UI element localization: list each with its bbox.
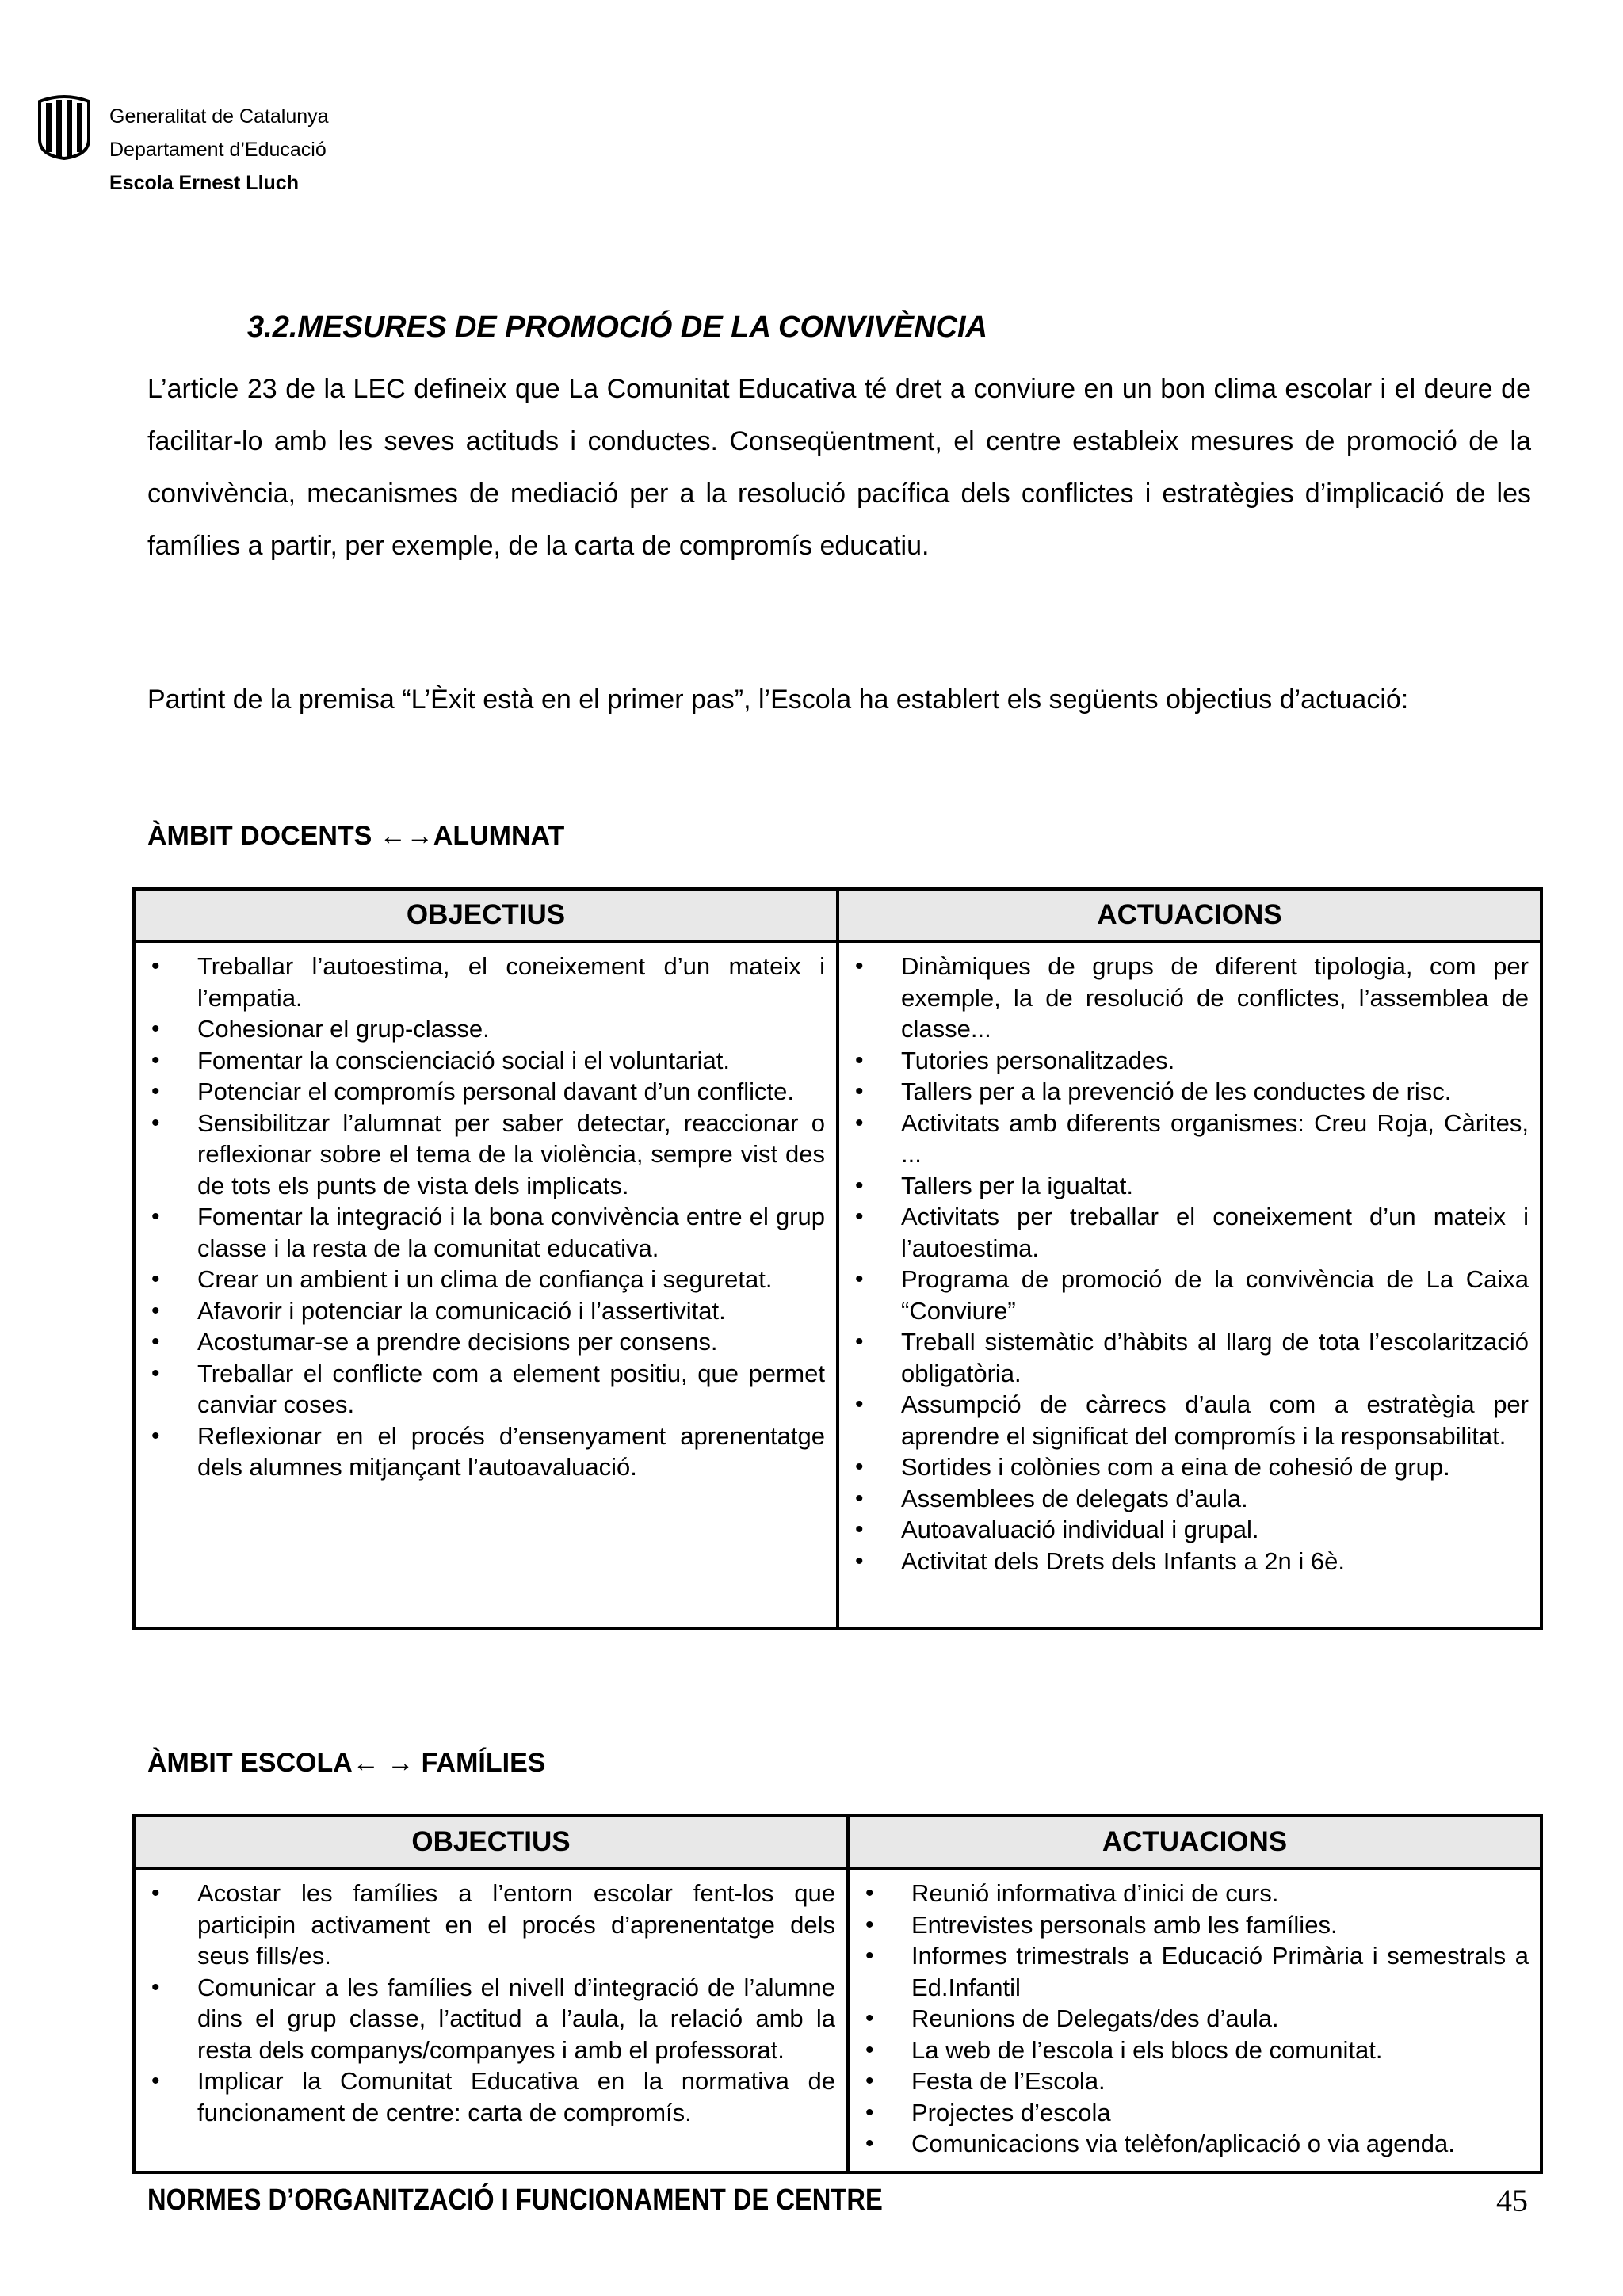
- list-item: • Reflexionar en el procés d’ensenyament aprenentatge dels alumnes mitjançant l’autoavaluació.: [143, 1421, 825, 1483]
- objectius-header: OBJECTIUS: [134, 1816, 848, 1868]
- list-item: • Treball sistemàtic d’hàbits al llarg de tota l’escolarització obligatòria.: [847, 1326, 1529, 1389]
- list-item: • Activitat dels Drets dels Infants a 2n i 6è.: [847, 1546, 1529, 1577]
- section-title: 3.2.MESURES DE PROMOCIÓ DE LA CONVIVÈNCIA: [247, 311, 987, 344]
- list-item: • Assemblees de delegats d’aula.: [847, 1483, 1529, 1515]
- list-item: • Dinàmiques de grups de diferent tipologia, com per exemple, la de resolució de conflictes, l’assemblea de classe...: [847, 951, 1529, 1045]
- list-item: • Reunió informativa d’inici de curs.: [857, 1878, 1529, 1909]
- list-item: • Reunions de Delegats/des d’aula.: [857, 2003, 1529, 2035]
- list-item: • Sensibilitzar l’alumnat per saber detectar, reaccionar o reflexionar sobre el tema de la violència, sempre vist des de tots els punts de vista dels implicats.: [143, 1108, 825, 1202]
- list-item: • Comunicacions via telèfon/aplicació o via agenda.: [857, 2128, 1529, 2160]
- objectius-list: [143, 1878, 835, 2128]
- page-number: 45: [1496, 2183, 1528, 2218]
- list-item: • Afavorir i potenciar la comunicació i l’assertivitat.: [143, 1295, 825, 1327]
- table-header-row: [134, 1816, 1541, 1868]
- list-item: • Assumpció de càrrecs d’aula com a estratègia per aprendre el significat del compromís i la responsabilitat.: [847, 1389, 1529, 1451]
- list-item: • Activitats amb diferents organismes: Creu Roja, Càrites, ...: [847, 1108, 1529, 1170]
- generalitat-logo-icon: [35, 93, 94, 160]
- list-item: • Tallers per a la prevenció de les conductes de risc.: [847, 1076, 1529, 1108]
- list-item: • Fomentar la integració i la bona convivència entre el grup classe i la resta de la comunitat educativa.: [143, 1201, 825, 1264]
- list-item: • Fomentar la conscienciació social i el voluntariat.: [143, 1045, 825, 1077]
- list-item: • Autoavaluació individual i grupal.: [847, 1514, 1529, 1546]
- list-item: • Informes trimestrals a Educació Primària i semestrals a Ed.Infantil: [857, 1940, 1529, 2003]
- actuacions-cell: [838, 941, 1541, 1629]
- list-item: • Acostumar-se a prendre decisions per consens.: [143, 1326, 825, 1358]
- ambit-escola-families-table: [132, 1814, 1543, 2174]
- organization-block: [109, 100, 329, 200]
- table-row: [134, 1868, 1541, 2172]
- objectius-cell: [134, 941, 838, 1629]
- list-item: • Entrevistes personals amb les famílies.: [857, 1909, 1529, 1941]
- list-item: • Potenciar el compromís personal davant d’un conflicte.: [143, 1076, 825, 1108]
- footer-title: NORMES D’ORGANITZACIÓ I FUNCIONAMENT DE CENTRE: [147, 2183, 883, 2217]
- list-item: • Cohesionar el grup-classe.: [143, 1013, 825, 1045]
- list-item: • Implicar la Comunitat Educativa en la normativa de funcionament de centre: carta de compromís.: [143, 2065, 835, 2128]
- table-header-row: [134, 889, 1541, 941]
- school-name: Escola Ernest Lluch: [109, 172, 299, 194]
- intro-paragraph: L’article 23 de la LEC defineix que La Comunitat Educativa té dret a conviure en un bon clima escolar i el deure de facilitar-lo amb les seves actituds i conductes. Conseqüentment, el centre estableix mesures de promoció de la convivència, mecanismes de mediació per a la resolució pacífica dels conflictes i estratègies d’implicació de les famílies a partir, per exemple, de la carta de compromís educatiu.: [147, 374, 1531, 561]
- ambit-escola-families-heading: ÀMBIT ESCOLA← → FAMÍLIES: [147, 1748, 546, 1778]
- list-item: • Festa de l’Escola.: [857, 2065, 1529, 2097]
- actuacions-list: [847, 951, 1529, 1577]
- list-item: • Activitats per treballar el coneixement d’un mateix i l’autoestima.: [847, 1201, 1529, 1264]
- premise-paragraph: Partint de la premisa “L’Èxit està en el primer pas”, l’Escola ha establert els següents objectius d’actuació:: [147, 685, 1409, 715]
- ambit-docents-alumnat-table: [132, 887, 1543, 1630]
- list-item: • Tallers per la igualtat.: [847, 1170, 1529, 1202]
- objectius-header: OBJECTIUS: [134, 889, 838, 941]
- actuacions-list: [857, 1878, 1529, 2160]
- org-name: Generalitat de Catalunya: [109, 105, 329, 128]
- list-item: • Comunicar a les famílies el nivell d’integració de l’alumne dins el grup classe, l’actitud a l’aula, la relació amb la resta dels companys/companyes i amb el professorat.: [143, 1972, 835, 2066]
- objectius-cell: [134, 1868, 848, 2172]
- actuacions-header: ACTUACIONS: [848, 1816, 1541, 1868]
- list-item: • Acostar les famílies a l’entorn escolar fent-los que participin activament en el procés d’aprenentatge dels seus fills/es.: [143, 1878, 835, 1972]
- table-row: [134, 941, 1541, 1629]
- actuacions-cell: [848, 1868, 1541, 2172]
- department-name: Departament d’Educació: [109, 139, 327, 161]
- list-item: • Tutories personalitzades.: [847, 1045, 1529, 1077]
- objectius-list: [143, 951, 825, 1483]
- ambit-docents-alumnat-heading: ÀMBIT DOCENTS ←→ALUMNAT: [147, 821, 565, 851]
- list-item: • Crear un ambient i un clima de confiança i seguretat.: [143, 1264, 825, 1295]
- list-item: • Projectes d’escola: [857, 2097, 1529, 2129]
- list-item: • La web de l’escola i els blocs de comunitat.: [857, 2035, 1529, 2066]
- list-item: • Programa de promoció de la convivència de La Caixa “Conviure”: [847, 1264, 1529, 1326]
- list-item: • Sortides i colònies com a eina de cohesió de grup.: [847, 1451, 1529, 1483]
- actuacions-header: ACTUACIONS: [838, 889, 1541, 941]
- list-item: • Treballar el conflicte com a element positiu, que permet canviar coses.: [143, 1358, 825, 1421]
- list-item: • Treballar l’autoestima, el coneixement d’un mateix i l’empatia.: [143, 951, 825, 1013]
